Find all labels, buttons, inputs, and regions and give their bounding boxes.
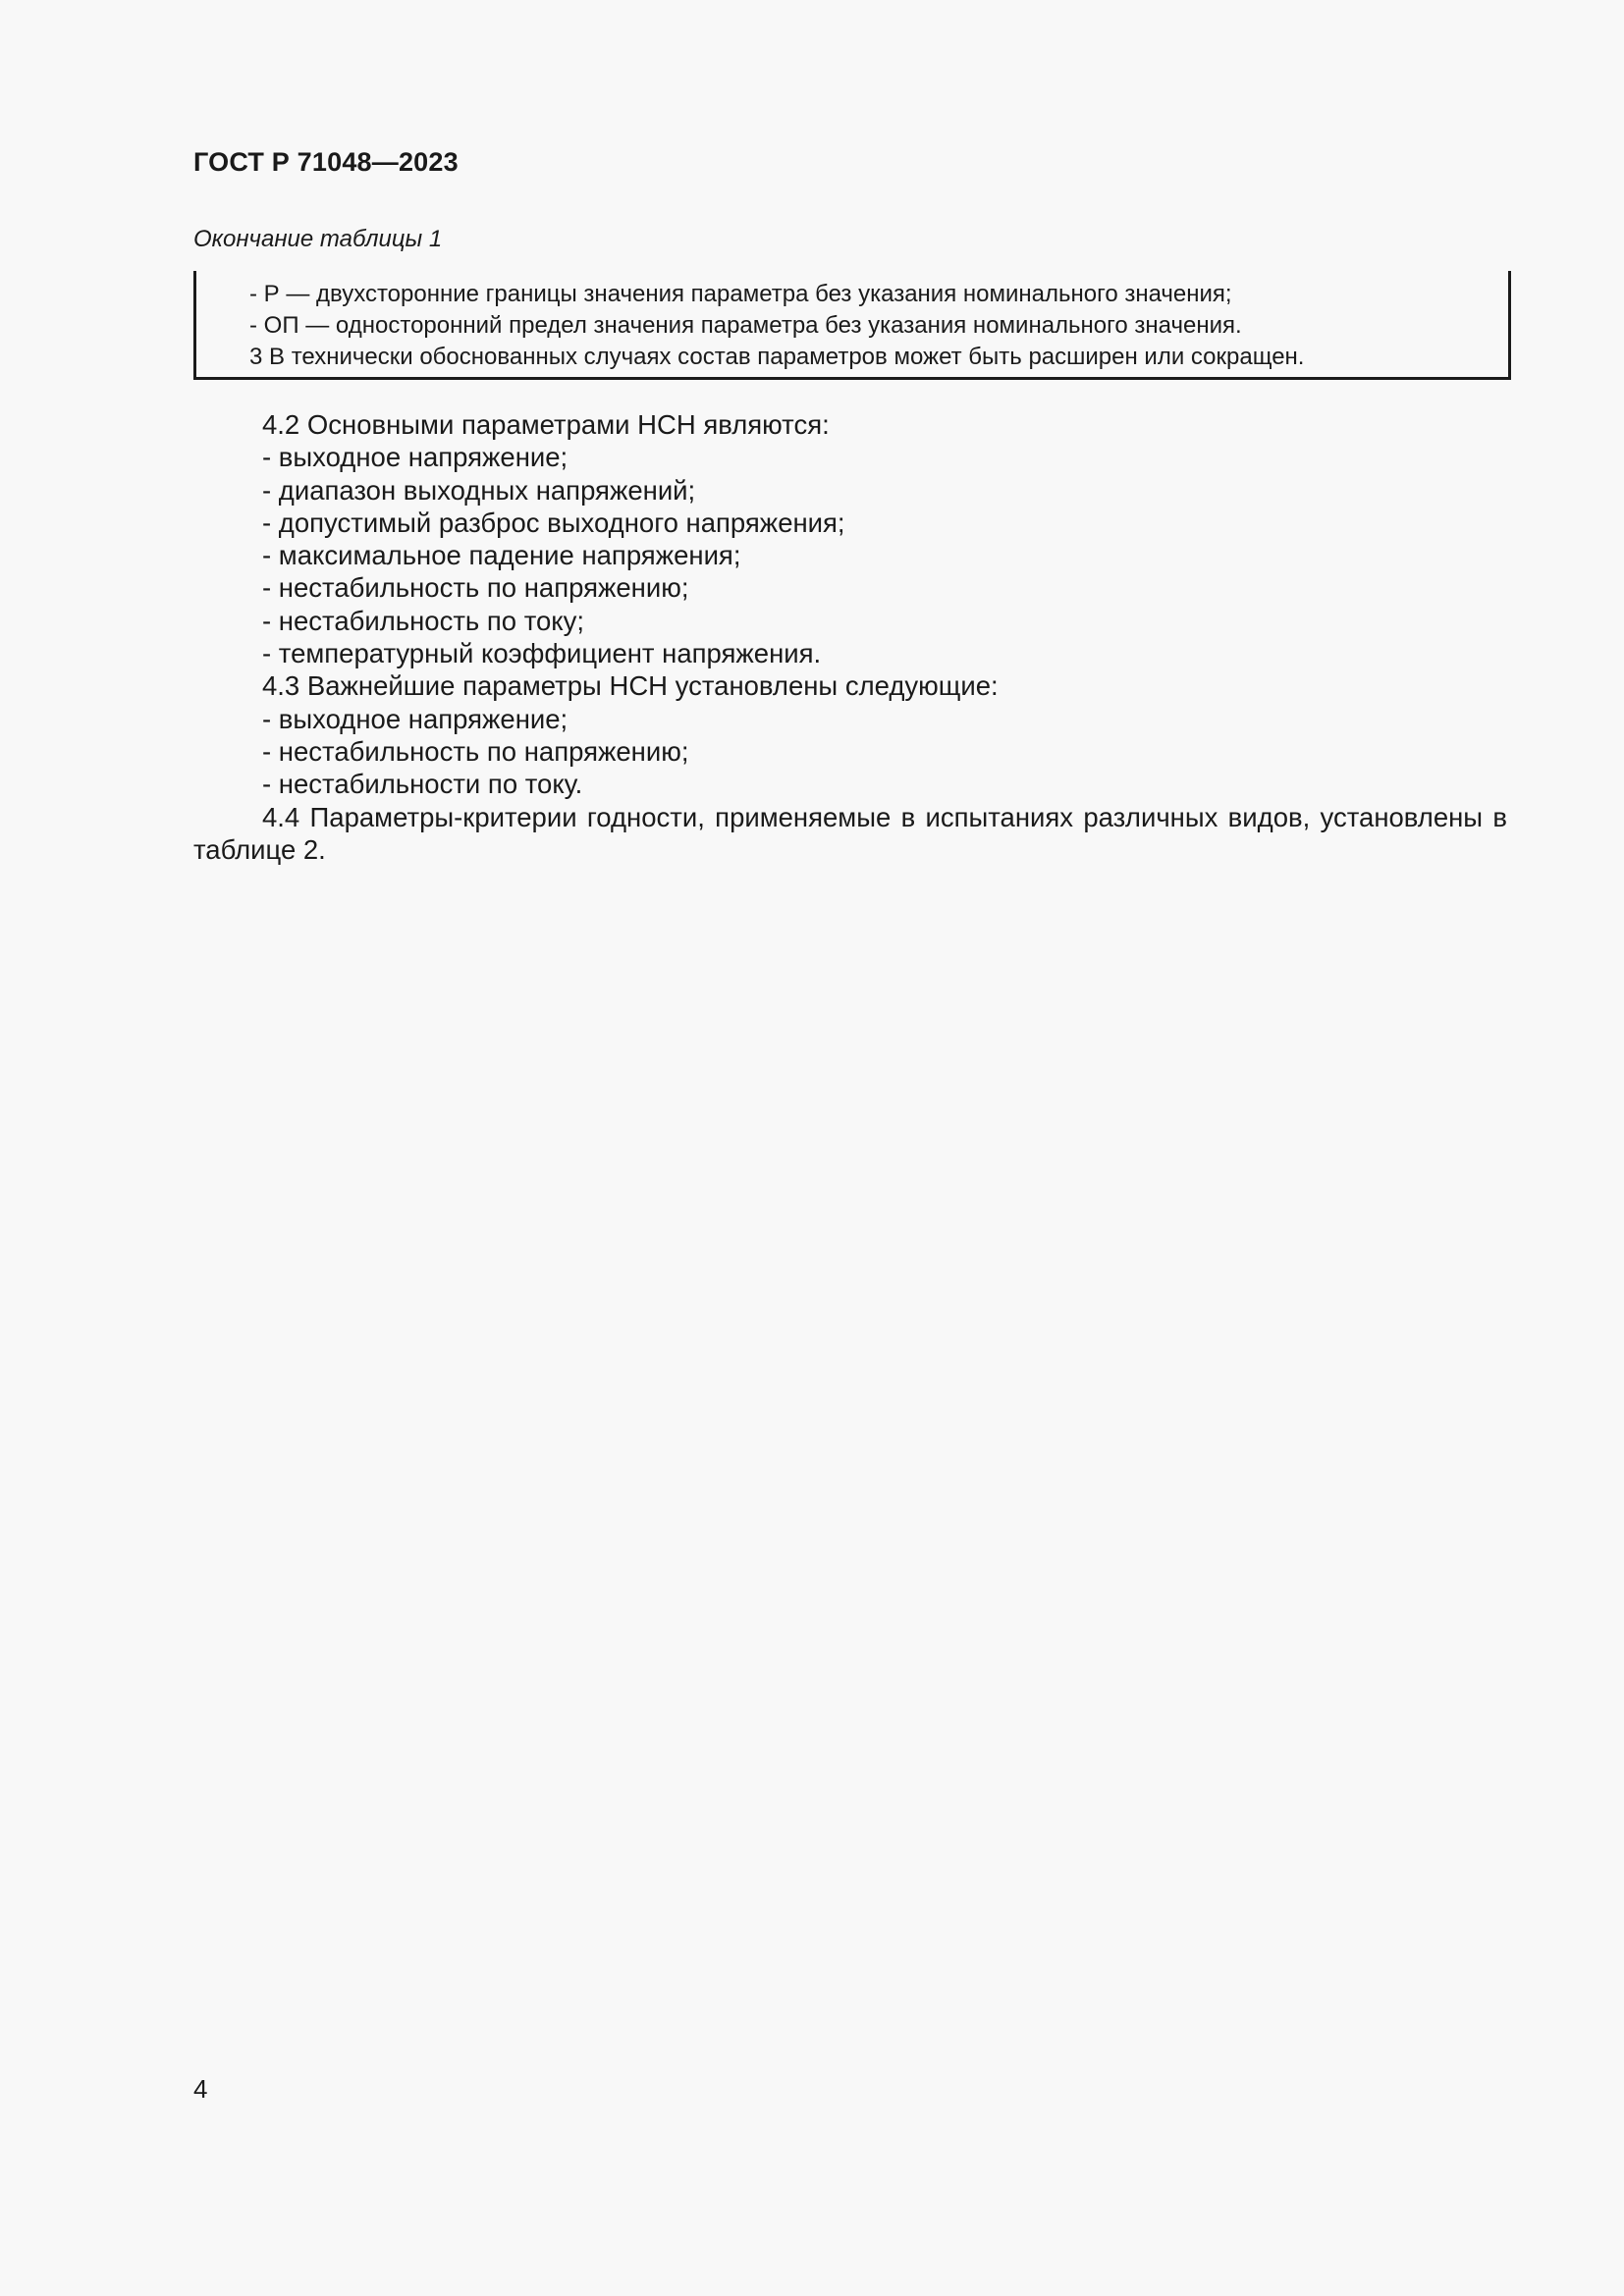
- list-item: - максимальное падение напряжения;: [262, 540, 741, 571]
- list-item: - допустимый разброс выходного напряжения;: [262, 507, 845, 538]
- list-item: - нестабильности по току.: [262, 769, 583, 800]
- list-item: - выходное напряжение;: [262, 442, 568, 473]
- list-item: - нестабильность по току;: [262, 605, 585, 636]
- section-4-4-paragraph: 4.4 Параметры-критерии годности, применяемые в испытаниях различных видов, установлены в таблице 2.: [193, 801, 1507, 865]
- section-4-2-heading: 4.2 Основными параметрами НСН являются:: [262, 409, 830, 440]
- table-continuation-caption: Окончание таблицы 1: [193, 226, 443, 252]
- table-note-line: 3 В технически обоснованных случаях состав параметров может быть расширен или сокращен.: [249, 344, 1305, 370]
- table-1-ending: [193, 271, 1511, 380]
- document-code-header: ГОСТ Р 71048—2023: [193, 147, 459, 177]
- table-note-line: - ОП — односторонний предел значения параметра без указания номинального значения.: [249, 312, 1242, 339]
- list-item: - нестабильность по напряжению;: [262, 572, 689, 604]
- list-item: - выходное напряжение;: [262, 703, 568, 734]
- list-item: - нестабильность по напряжению;: [262, 735, 689, 767]
- section-4-3-heading: 4.3 Важнейшие параметры НСН установлены следующие:: [262, 670, 999, 702]
- table-note-line: - Р — двухсторонние границы значения параметра без указания номинального значения;: [249, 281, 1232, 307]
- list-item: - температурный коэффициент напряжения.: [262, 638, 822, 669]
- list-item: - диапазон выходных напряжений;: [262, 474, 696, 506]
- page-number: 4: [193, 2074, 208, 2104]
- document-body: [193, 408, 1507, 866]
